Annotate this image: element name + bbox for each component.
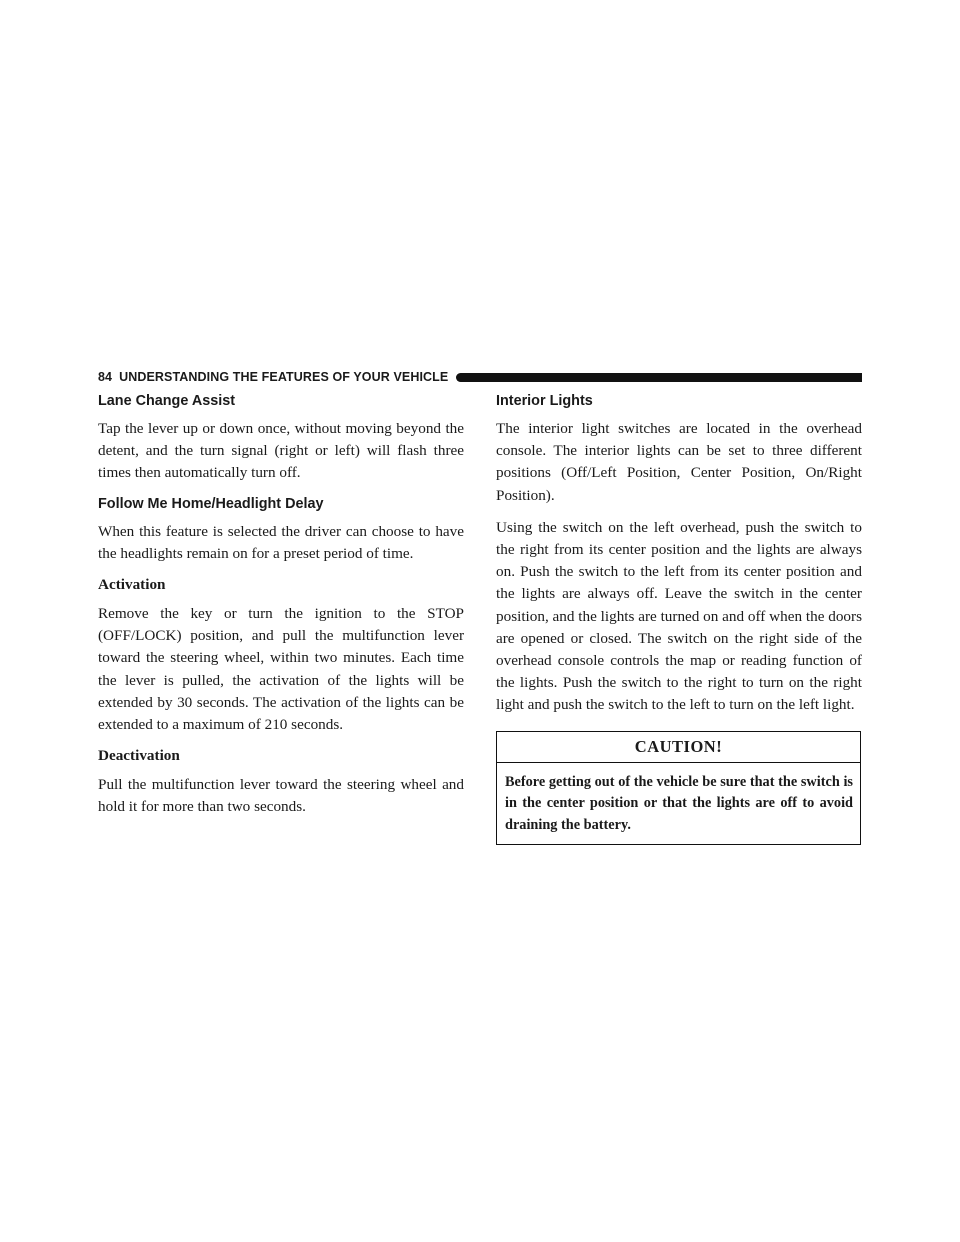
interior-lights-heading: Interior Lights [496, 393, 593, 409]
page-number: 84 [98, 370, 113, 384]
follow-me-heading: Follow Me Home/Headlight Delay [98, 495, 324, 512]
lane-change-heading: Lane Change Assist [98, 393, 236, 409]
deactivation-heading: Deactivation [98, 747, 180, 765]
right-column [496, 392, 862, 845]
interior-lights-text-2: Using the switch on the left overhead, push the switch to the right from its center position and the lights are always on. Push the switch to the left from its center position and the lights are always off. Leave the switch in the center position, and the lights are turned on and off when the doors are opened or closed. The switch on the right side of the overhead console controls the map or reading function of the lights. Push the switch to the right to turn on the right light and push the switch to the left to turn on the left light. [496, 518, 862, 714]
page-header [98, 368, 862, 386]
chapter-title: UNDERSTANDING THE FEATURES OF YOUR VEHICLE [119, 370, 449, 384]
lane-change-text: Tap the lever up or down once, without moving beyond the detent, and the turn signal (right or left) will flash three times then automatically turn off. [98, 420, 464, 482]
left-column [98, 392, 464, 829]
follow-me-text: When this feature is selected the driver can choose to have the headlights remain on for a preset period of time. [98, 522, 464, 562]
deactivation-text: Pull the multifunction lever toward the steering wheel and hold it for more than two seconds. [98, 776, 464, 816]
interior-lights-text-1: The interior light switches are located in the overhead console. The interior lights can be set to three different positions (Off/Left Position, Center Position, On/Right Position). [496, 420, 862, 504]
header-rule [456, 373, 862, 382]
caution-title: CAUTION! [497, 732, 860, 763]
caution-text: Before getting out of the vehicle be sure that the switch is in the center position or that the lights are off to avoid draining the battery. [505, 773, 853, 833]
activation-heading: Activation [98, 576, 166, 594]
caution-box [496, 731, 861, 846]
activation-text: Remove the key or turn the ignition to the STOP (OFF/LOCK) position, and pull the multifunction lever toward the steering wheel, within two minutes. Each time the lever is pulled, the activation of the lights will be extended by 30 seconds. The activation of the lights can be extended to a maximum of 210 seconds. [98, 605, 464, 734]
